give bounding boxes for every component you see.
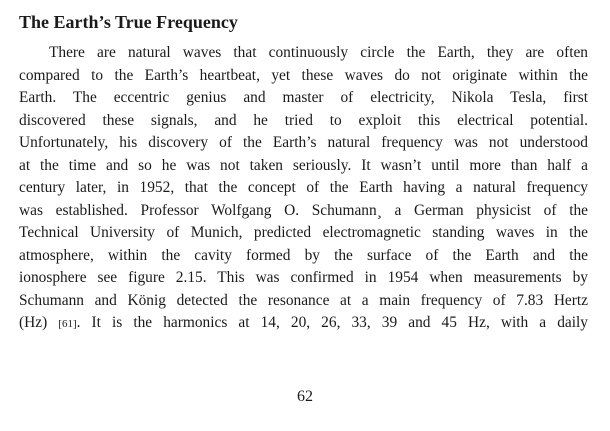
section-heading: The Earth’s True Frequency [19, 12, 238, 32]
last-line-end: . It is the harmonics at 14, 20, 26, 33, 39 and 45 Hz, with a daily [76, 314, 588, 331]
paragraph-line: Unfortunately, his discovery of the Earth’s natural frequency was not understood [19, 134, 588, 151]
body-paragraph [19, 42, 588, 335]
paragraph-line: ionosphere see figure 2.15. This was confirmed in 1954 when measurements by [19, 269, 588, 286]
paragraph-line: Earth. The eccentric genius and master of electricity, Nikola Tesla, first [19, 89, 588, 106]
paragraph-line: Technical University of Munich, predicted electromagnetic standing waves in the [19, 224, 588, 241]
citation-reference: [61] [58, 318, 77, 330]
paragraph-line-last [19, 312, 588, 335]
paragraph-line: There are natural waves that continuously circle the Earth, they are often [49, 44, 588, 61]
paragraph-line: Schumann and König detected the resonance at a main frequency of 7.83 Hertz [19, 291, 588, 309]
paragraph-line: atmosphere, within the cavity formed by the surface of the Earth and the [19, 246, 588, 264]
last-line-start: (Hz) [19, 314, 48, 331]
paragraph-line: compared to the Earth’s heartbeat, yet these waves do not originate within the [19, 66, 588, 84]
page-number: 62 [297, 388, 313, 405]
paragraph-line: was established. Professor Wolfgang O. Schumann¸ a German physicist of the [19, 201, 588, 219]
paragraph-line: century later, in 1952, that the concept of the Earth having a natural frequency [19, 179, 588, 196]
paragraph-line: at the time and so he was not taken seriously. It wasn’t until more than half a [19, 156, 588, 174]
paragraph-line: discovered these signals, and he tried to exploit this electrical potential. [19, 111, 588, 129]
